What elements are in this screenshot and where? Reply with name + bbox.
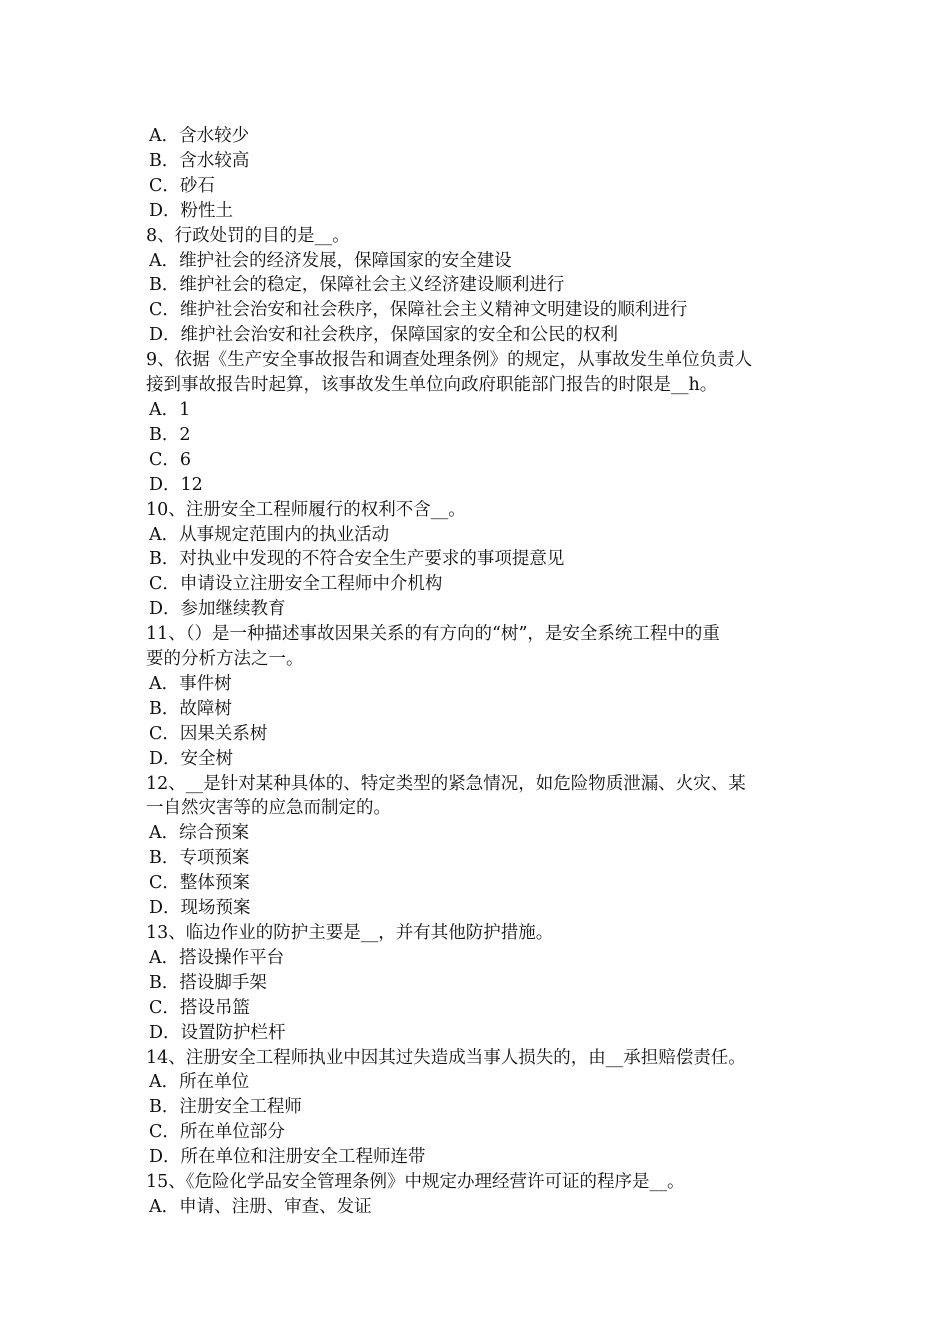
question-text: 9、依据《生产安全事故报告和调查处理条例》的规定，从事故发生单位负责人 (146, 350, 753, 371)
answer-option: A．申请、注册、审查、发证 (149, 1196, 372, 1217)
answer-option: A．含水较少 (149, 126, 250, 146)
answer-option: B．注册安全工程师 (149, 1097, 302, 1118)
answer-option: B．专项预案 (149, 848, 250, 869)
answer-option: D．现场预案 (149, 898, 251, 919)
answer-option: C．砂石 (149, 175, 215, 196)
question-text: 接到事故报告时起算，该事故发生单位向政府职能部门报告的时限是__h。 (146, 375, 718, 396)
answer-option: A．维护社会的经济发展，保障国家的安全建设 (149, 250, 512, 271)
answer-option: D．12 (149, 474, 203, 495)
answer-option: A．综合预案 (149, 823, 250, 844)
answer-option: D．安全树 (149, 748, 234, 769)
document-body (146, 124, 816, 1220)
answer-option: A．事件树 (149, 673, 232, 694)
answer-option: C．因果关系树 (149, 723, 268, 744)
question-text: 一自然灾害等的应急而制定的。 (146, 798, 391, 819)
answer-option: A．搭设操作平台 (149, 947, 285, 968)
question-text: 11、（）是一种描述事故因果关系的有方向的“树”，是安全系统工程中的重 (146, 624, 720, 645)
answer-option: C．所在单位部分 (149, 1122, 285, 1143)
answer-option: B．含水较高 (149, 150, 250, 171)
answer-option: D．所在单位和注册安全工程师连带 (149, 1147, 426, 1168)
question-text: 15、《危险化学品安全管理条例》中规定办理经营许可证的程序是__。 (146, 1172, 685, 1193)
answer-option: B．对执业中发现的不符合安全生产要求的事项提意见 (149, 549, 565, 570)
answer-option: B．搭设脚手架 (149, 972, 267, 993)
question-text: 10、注册安全工程师履行的权利不含__。 (146, 499, 466, 520)
answer-option: B．维护社会的稳定，保障社会主义经济建设顺利进行 (149, 275, 565, 296)
answer-option: D．维护社会治安和社会秩序，保障国家的安全和公民的权利 (149, 325, 619, 346)
answer-option: C．申请设立注册安全工程师中介机构 (149, 574, 443, 595)
answer-option: C．6 (149, 449, 192, 470)
answer-option: C．搭设吊篮 (149, 997, 250, 1018)
question-text: 14、注册安全工程师执业中因其过失造成当事人损失的，由__承担赔偿责任。 (146, 1047, 746, 1068)
answer-option: A．从事规定范围内的执业活动 (149, 524, 390, 545)
answer-option: D．粉性土 (149, 200, 234, 221)
answer-option: A．1 (149, 399, 191, 420)
answer-option: C．维护社会治安和社会秩序，保障社会主义精神文明建设的顺利进行 (149, 300, 688, 321)
answer-option: D．设置防护栏杆 (149, 1022, 286, 1043)
answer-option: A．所在单位 (149, 1072, 250, 1093)
answer-option: B．故障树 (149, 698, 232, 719)
question-text: 12、__是针对某种具体的、特定类型的紧急情况，如危险物质泄漏、火灾、某 (146, 773, 746, 794)
answer-option: C．整体预案 (149, 873, 250, 894)
answer-option: B．2 (149, 424, 191, 445)
question-text: 要的分析方法之一。 (146, 649, 304, 670)
answer-option: D．参加继续教育 (149, 599, 286, 620)
question-text: 8、行政处罚的目的是__。 (146, 225, 350, 246)
question-text: 13、临边作业的防护主要是__，并有其他防护措施。 (146, 923, 554, 943)
